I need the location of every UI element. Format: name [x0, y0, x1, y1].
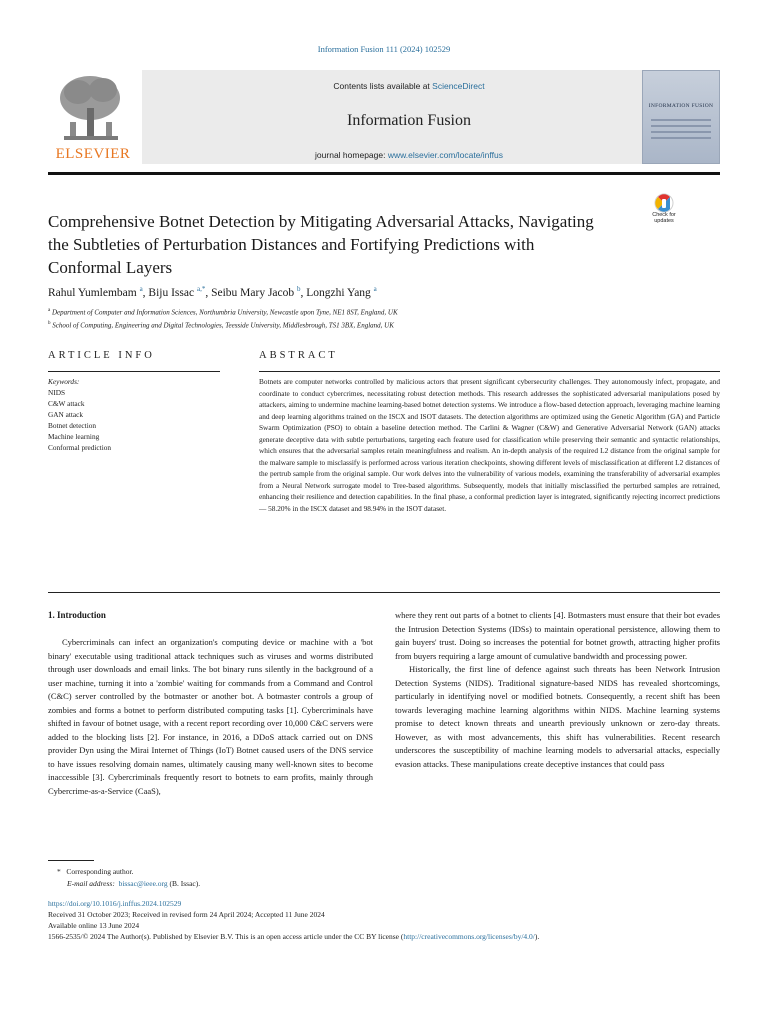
- keyword: Botnet detection: [48, 421, 97, 430]
- corresponding-author-text: Corresponding author.: [66, 867, 134, 876]
- keyword: Machine learning: [48, 432, 100, 441]
- affiliation: [48, 318, 648, 331]
- introduction-heading: 1. Introduction: [48, 610, 106, 620]
- footnote: [57, 866, 457, 890]
- contents-line: [142, 81, 676, 91]
- journal-cover-thumbnail[interactable]: [642, 70, 720, 164]
- svg-text:ELSEVIER: ELSEVIER: [55, 146, 131, 162]
- affiliation-mark: a: [48, 308, 51, 313]
- homepage-line: [142, 150, 676, 160]
- homepage-link[interactable]: www.elsevier.com/locate/inffus: [387, 150, 503, 160]
- author-name[interactable]: Rahul Yumlembam: [48, 286, 137, 299]
- license-suffix: ).: [534, 932, 540, 941]
- article-title: Comprehensive Botnet Detection by Mitigating Adversarial Attacks, Navigating the Subtleties of Perturbation Distances and Fortifying Predictions with Conformal Layers: [48, 212, 594, 277]
- journal-name: Information Fusion: [347, 112, 471, 129]
- affiliations: [48, 305, 648, 332]
- keywords-block: [48, 376, 228, 453]
- email-suffix: (B. Issac).: [169, 879, 201, 888]
- corresponding-author-note: * Corresponding author.: [57, 867, 134, 876]
- keyword: GAN attack: [48, 410, 84, 419]
- cover-title: INFORMATION FUSION: [648, 103, 714, 109]
- homepage-prefix: journal homepage:: [315, 150, 388, 160]
- author-affiliation-mark[interactable]: a,*: [196, 285, 206, 293]
- body-column-left: [48, 636, 373, 798]
- contents-prefix: Contents lists available at: [333, 81, 433, 91]
- doi-link[interactable]: https://doi.org/10.1016/j.inffus.2024.102529: [48, 899, 182, 908]
- available-online: Available online 13 June 2024: [48, 921, 140, 930]
- footnote-rule: [48, 860, 94, 861]
- intro-paragraph: where they rent out parts of a botnet to clients [4]. Botmasters must ensure that their bot evades the Intrusion Detection Systems (IDSs) to maintain operational persistence, allowing them to gain buyers' trust. Doing so increases the potential for botnet growth, attracting higher profits from buyers requiring a large amount of cumulative bandwidth and processing power.: [395, 610, 720, 661]
- journal-citation[interactable]: Information Fusion 111 (2024) 102529: [317, 44, 451, 54]
- author-affiliation-mark[interactable]: a: [373, 285, 377, 293]
- abstract-text: Botnets are computer networks controlled by malicious actors that present significant cybersecurity challenges. They autonomously infect, propagate, and coordinate to conduct cybercrimes, necessitating robust detection methods. This research addresses the sophisticated adversarial manipulations posed by attackers, aiming to undermine machine learning-based botnet detection systems. We introduce a flow-based detection approach, leveraging machine learning and deep learning algorithms trained on the ISCX and ISOT datasets. The detection algorithms are optimized using the Genetic Algorithm (GA) and Particle Swarm Optimization (PSO) to obtain a baseline detection method. The Carlini & Wagner (C&W) and Generative Adversarial Network (GAN) attacks generate deceptive data with subtle perturbations, targeting each feature used for classification while preserving their semantic and syntactic relationships, which ensures that the adversarial samples retain meaningfulness and realism. An in-depth analysis of the required L2 distance from the original sample for the malware sample to misclassify is performed across various iteration checkpoints, showing different levels of misclassification at different L2 distances of the pertrub sample from the original sample. Our work delves into the vulnerability of various models, examining the transferability of adversarial examples from a Neural Network surrogate model to Tree-based algorithms. Subsequently, models that initially misclassified the perturbed samples are retrained, enhancing their resilience and detection capabilities. In the final phase, a conformal prediction layer is integrated, significantly rejecting incorrect predictions — 58.20% in the ISCX dataset and 98.94% in the ISOT dataset.: [259, 377, 720, 513]
- affiliation-mark: b: [48, 321, 51, 327]
- affiliation-text: Department of Computer and Information Sciences, Northumbria University, Newcastle upon Tyne, NE1 8ST, England, UK: [51, 308, 398, 317]
- license-link[interactable]: http://creativecommons.org/licenses/by/4.0/: [403, 932, 535, 941]
- author-name[interactable]: Longzhi Yang: [306, 286, 371, 299]
- cover-decoration: [651, 119, 711, 143]
- received-dates: Received 31 October 2023; Received in revised form 24 April 2024; Accepted 11 June 2024: [48, 910, 325, 919]
- license-prefix: 1566-2535/© 2024 The Author(s). Published by Elsevier B.V. This is an open access article under the CC BY license (: [48, 932, 404, 941]
- author-affiliation-mark[interactable]: b: [297, 285, 301, 293]
- email-line: [57, 878, 457, 890]
- body-column-right: [395, 609, 720, 771]
- intro-paragraph: Cybercriminals can infect an organization's computing device or machine with a 'bot binary' executable using traditional attack techniques such as viruses and worms distributed through user downloads and email links. The bot binary runs silently in the background of a user machine, turning it into a 'zombie' waiting for commands from a Command and Control (C&C) server controlled by the botmaster or another bot. A botmaster controls a group of zombies and forms a botnet to perform distributed computing tasks [1]. Cybercriminals have shifted in favour of botnet usage, with a recent report recording over 10,000 C&C servers were added to the blocking lists [2]. For instance, in 2016, a DDoS attack carried out on DNS provider Dyn using the Mirai Internet of Things (IoT) Botnet caused users of the DNS service to have issues resolving domain names, ultimately causing many well-known sites to become inaccessible [3]. Cybercriminals frequently resort to botnets to earn profits, mainly through Cybercrime-as-a-Service (CaaS),: [48, 637, 373, 796]
- check-for-updates-label[interactable]: Check for updates: [652, 212, 676, 224]
- keywords-label: Keywords:: [48, 377, 80, 386]
- abstract-heading: ABSTRACT: [259, 350, 338, 361]
- author-affiliation-mark[interactable]: a: [139, 285, 143, 293]
- elsevier-logo[interactable]: [48, 70, 138, 164]
- email-label: E-mail address:: [67, 879, 115, 888]
- sciencedirect-link[interactable]: ScienceDirect: [432, 81, 485, 91]
- article-info-rule: [48, 371, 220, 372]
- abstract-rule: [259, 371, 720, 372]
- affiliation: [48, 305, 648, 318]
- affiliation-text: School of Computing, Engineering and Digital Technologies, Teesside University, Middlesbrough, TS1 3BX, England, UK: [52, 321, 394, 330]
- header-rule: [48, 172, 720, 175]
- keyword: NIDS: [48, 388, 66, 397]
- journal-header-box: [142, 70, 676, 164]
- author-list: Rahul Yumlembam $^a$, Biju Issac $^{a,*}$, Seibu Mary Jacob $^b$, Longzhi Yang $^a$: [48, 285, 377, 299]
- intro-paragraph: Historically, the first line of defence against such threats has been Network Intrusion Detection Systems (NIDS). Traditional signature-based NIDS has revealed shortcomings, particularly in identifying novel or modified botnets. Consequently, a recent shift has been towards leveraging machine learning algorithms within NIDS. Machine learning systems promise to detect known threats and unearth previously unknown or zero-day threats. However, as with most advancements, this shift has vulnerabilities. Recent research underscores the susceptibility of machine learning models to adversarial attacks, especially evasion attacks. These manipulations create deceptive instances that could pass: [395, 664, 720, 769]
- email-link[interactable]: bissac@ieee.org: [118, 879, 168, 888]
- author-name[interactable]: Seibu Mary Jacob: [211, 286, 295, 299]
- keyword: Conformal prediction: [48, 443, 112, 452]
- publication-info: [48, 898, 728, 942]
- keyword: C&W attack: [48, 399, 85, 408]
- masthead: [48, 70, 720, 164]
- article-info-heading: ARTICLE INFO: [48, 350, 155, 361]
- author-name[interactable]: Biju Issac: [148, 286, 195, 299]
- license-line: [48, 931, 728, 942]
- abstract-bottom-rule: [48, 592, 720, 593]
